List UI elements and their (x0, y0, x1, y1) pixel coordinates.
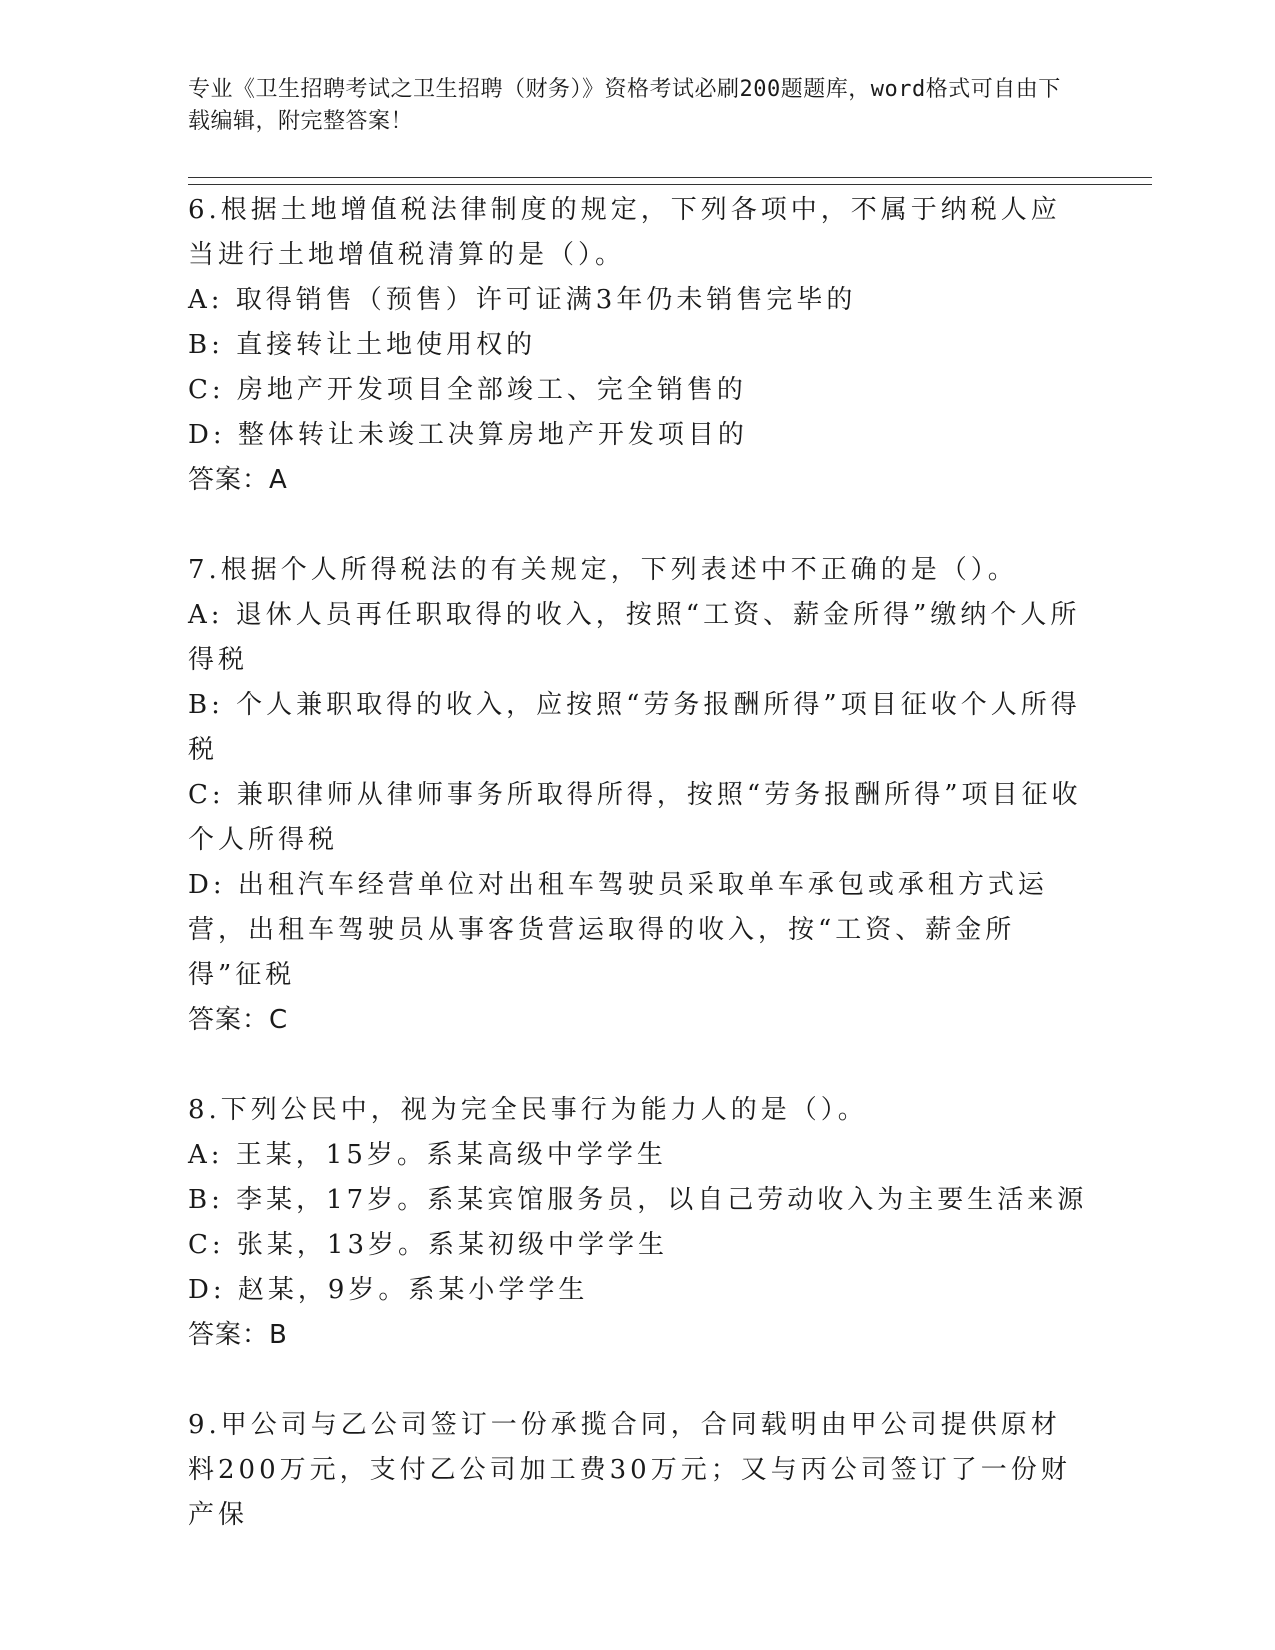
answer-line: 答案：C (188, 1005, 289, 1035)
question-text: 6.根据土地增值税法律制度的规定，下列各项中，不属于纳税人应当进行土地增值税清算的是（）。 (188, 195, 1061, 270)
question-text: 8.下列公民中，视为完全民事行为能力人的是（）。 (188, 1095, 868, 1125)
option-b: B: 李某，17岁。系某宾馆服务员，以自己劳动收入为主要生活来源 (188, 1185, 1088, 1215)
option-a: A: 退休人员再任职取得的收入，按照“工资、薪金所得”缴纳个人所得税 (188, 600, 1081, 675)
answer-line: 答案：A (188, 465, 288, 495)
header-text: 专业《卫生招聘考试之卫生招聘（财务）》资格考试必刷200题题库，word格式可自由下载编辑，附完整答案！ (188, 77, 1061, 134)
question-6 (188, 188, 1088, 503)
option-c: C: 房地产开发项目全部竣工、完全销售的 (188, 375, 747, 405)
header-divider (188, 177, 1152, 185)
question-text: 7.根据个人所得税法的有关规定，下列表述中不正确的是（）。 (188, 555, 1018, 585)
question-8 (188, 1088, 1088, 1358)
option-b: B: 直接转让土地使用权的 (188, 330, 537, 360)
option-d: D: 出租汽车经营单位对出租车驾驶员采取单车承包或承租方式运营，出租车驾驶员从事客货营运取得的收入，按“工资、薪金所得”征税 (188, 870, 1048, 990)
question-7 (188, 548, 1088, 1043)
option-c: C: 兼职律师从律师事务所取得所得，按照“劳务报酬所得”项目征收个人所得税 (188, 780, 1082, 855)
option-b: B: 个人兼职取得的收入，应按照“劳务报酬所得”项目征收个人所得税 (188, 690, 1081, 765)
option-d: D: 整体转让未竣工决算房地产开发项目的 (188, 420, 748, 450)
question-9 (188, 1403, 1088, 1538)
answer-line: 答案：B (188, 1320, 288, 1350)
question-text: 9.甲公司与乙公司签订一份承揽合同，合同载明由甲公司提供原材料200万元，支付乙公司加工费30万元；又与丙公司签订了一份财产保 (188, 1410, 1071, 1530)
option-a: A: 取得销售（预售）许可证满3年仍未销售完毕的 (188, 285, 857, 315)
option-d: D: 赵某，9岁。系某小学学生 (188, 1275, 589, 1305)
option-c: C: 张某，13岁。系某初级中学学生 (188, 1230, 669, 1260)
option-a: A: 王某，15岁。系某高级中学学生 (188, 1140, 667, 1170)
question-list (188, 188, 1088, 1538)
document-header (188, 74, 1068, 138)
